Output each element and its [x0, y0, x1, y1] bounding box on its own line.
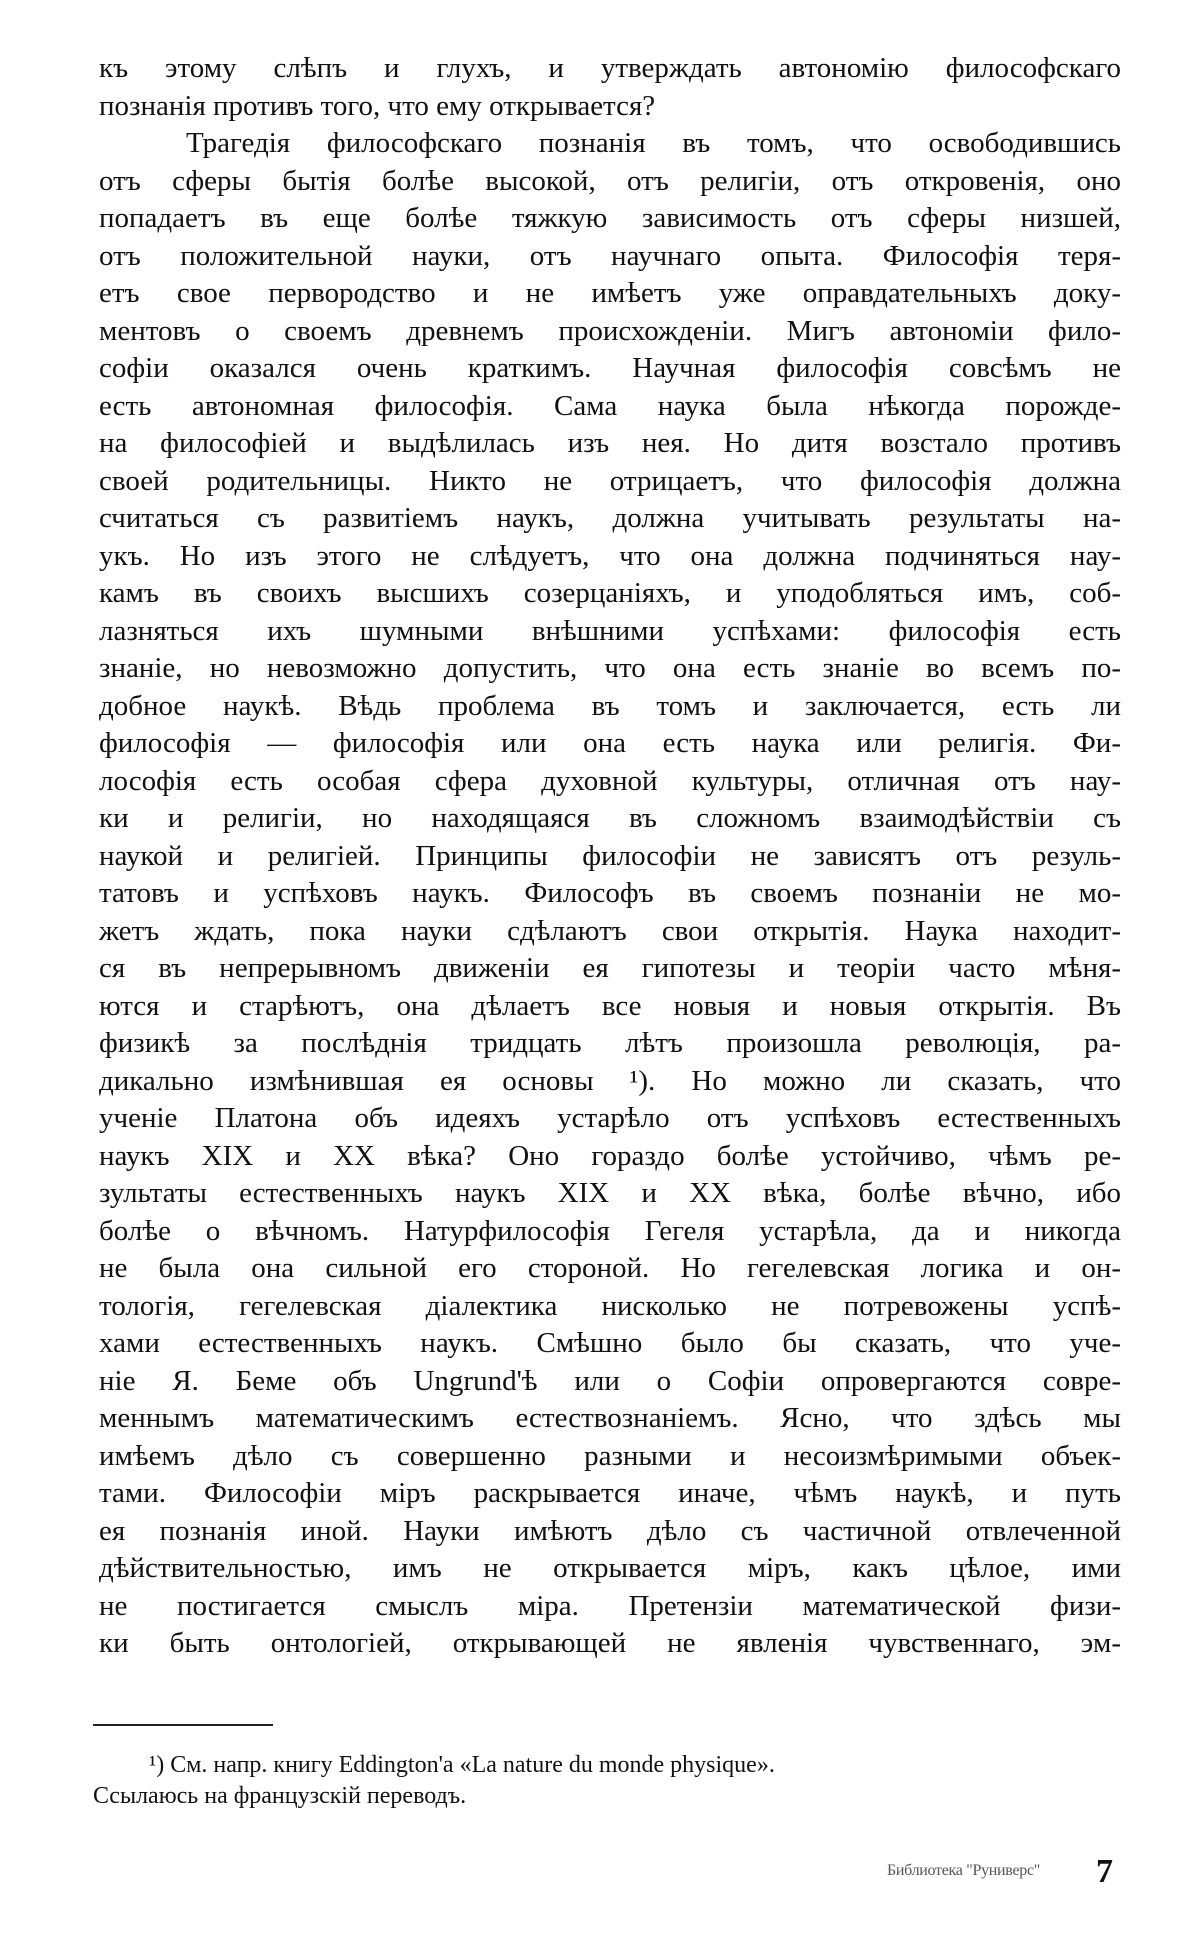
- footnote-line: Ссылаюсь на французскій переводъ.: [93, 1783, 467, 1809]
- footnote-divider: [93, 1724, 273, 1726]
- text-line: знаніе, но невозможно допустить, что она есть знаніе во всемъ по-: [99, 652, 1121, 684]
- text-line: физикѣ за послѣднія тридцать лѣтъ произошла революція, ра-: [99, 1027, 1121, 1059]
- text-line: философія — философія или она есть наука или религія. Фи-: [99, 727, 1121, 759]
- text-line: ки и религіи, но находящаяся въ сложномъ взаимодѣйствіи съ: [99, 802, 1121, 834]
- text-line: дикально измѣнившая ея основы ¹). Но можно ли сказать, что: [99, 1064, 1121, 1097]
- text-line: добное наукѣ. Вѣдь проблема въ томъ и заключается, есть ли: [99, 689, 1121, 722]
- text-line: тологія, гегелевская діалектика нисколько не потревожены успѣ-: [99, 1289, 1121, 1322]
- text-line: дѣйствительностью, имъ не открывается міръ, какъ цѣлое, ими: [99, 1552, 1121, 1584]
- text-line: ки быть онтологіей, открывающей не явленія чувственнаго, эм-: [99, 1627, 1121, 1659]
- text-line: хами естественныхъ наукъ. Смѣшно было бы сказать, что уче-: [99, 1327, 1121, 1359]
- text-line: тами. Философіи міръ раскрывается иначе, чѣмъ наукѣ, и путь: [99, 1477, 1121, 1509]
- text-line: камъ въ своихъ высшихъ созерцаніяхъ, и уподобляться имъ, соб-: [99, 577, 1121, 609]
- text-line: имѣемъ дѣло съ совершенно разными и несоизмѣримыми объек-: [99, 1439, 1121, 1472]
- text-line: болѣе о вѣчномъ. Натурфилософія Гегеля устарѣла, да и никогда: [99, 1214, 1121, 1247]
- text-line: ученіе Платона объ идеяхъ устарѣло отъ успѣховъ естественныхъ: [99, 1102, 1121, 1134]
- text-line: ся въ непрерывномъ движеніи ея гипотезы и теоріи часто мѣня-: [99, 952, 1121, 984]
- text-line: ея познанія иной. Науки имѣютъ дѣло съ частичной отвлеченной: [99, 1514, 1121, 1547]
- text-line: на философіей и выдѣлилась изъ нея. Но дитя возстало противъ: [99, 427, 1121, 459]
- text-line: отъ сферы бытія болѣе высокой, отъ религіи, отъ откровенія, оно: [99, 164, 1121, 197]
- text-line: меннымъ математическимъ естествознаніемъ. Ясно, что здѣсь мы: [99, 1402, 1121, 1434]
- text-line: считаться съ развитіемъ наукъ, должна учитывать результаты на-: [99, 502, 1121, 534]
- text-line: отъ положительной науки, отъ научнаго опыта. Философія теря-: [99, 239, 1121, 272]
- footnote: [93, 1750, 1093, 1812]
- text-line: есть автономная философія. Сама наука была нѣкогда порожде-: [99, 389, 1121, 422]
- page-number: 7: [1096, 1853, 1113, 1890]
- text-line: софіи оказался очень краткимъ. Научная философія совсѣмъ не: [99, 352, 1121, 384]
- library-watermark: Библиотека "Руниверс": [887, 1862, 1041, 1879]
- text-line: етъ свое первородство и не имѣетъ уже оправдательныхъ доку-: [99, 277, 1121, 309]
- text-line: лазняться ихъ шумными внѣшними успѣхами: философія есть: [99, 614, 1121, 647]
- text-line: къ этому слѣпъ и глухъ, и утверждать автономію философскаго: [99, 52, 1121, 84]
- text-line: ніе Я. Беме объ Ungrund'ѣ или о Софіи опровергаются совре-: [99, 1364, 1121, 1397]
- body-text: [99, 50, 1121, 1663]
- text-line: не была она сильной его стороной. Но гегелевская логика и он-: [99, 1252, 1121, 1284]
- text-line: наукой и религіей. Принципы философіи не зависятъ отъ резуль-: [99, 839, 1121, 872]
- text-line: своей родительницы. Никто не отрицаетъ, что философія должна: [99, 464, 1121, 497]
- text-line: познанія противъ того, что ему открывается?: [99, 89, 656, 122]
- text-line: укъ. Но изъ этого не слѣдуетъ, что она должна подчиняться нау-: [99, 539, 1121, 572]
- text-line: Трагедія философскаго познанія въ томъ, что освободившись: [186, 127, 1121, 159]
- text-line: ются и старѣютъ, она дѣлаетъ все новыя и новыя открытія. Въ: [99, 989, 1121, 1022]
- text-line: попадаетъ въ еще болѣе тяжкую зависимость отъ сферы низшей,: [99, 202, 1121, 234]
- text-line: жетъ ждать, пока науки сдѣлаютъ свои открытія. Наука находит-: [99, 914, 1121, 947]
- text-line: наукъ XIX и XX вѣка? Оно гораздо болѣе устойчиво, чѣмъ ре-: [99, 1139, 1121, 1172]
- text-line: ментовъ о своемъ древнемъ происхожденіи. Мигъ автономіи фило-: [99, 314, 1121, 347]
- text-line: зультаты естественныхъ наукъ XIX и XX вѣка, болѣе вѣчно, ибо: [99, 1177, 1121, 1209]
- text-line: не постигается смыслъ міра. Претензіи математической физи-: [99, 1589, 1121, 1622]
- footnote-line: ¹) См. напр. книгу Eddington'а «La nature du monde physique».: [149, 1752, 775, 1778]
- text-line: татовъ и успѣховъ наукъ. Философъ въ своемъ познаніи не мо-: [99, 877, 1121, 909]
- text-line: лософія есть особая сфера духовной культуры, отличная отъ нау-: [99, 764, 1121, 797]
